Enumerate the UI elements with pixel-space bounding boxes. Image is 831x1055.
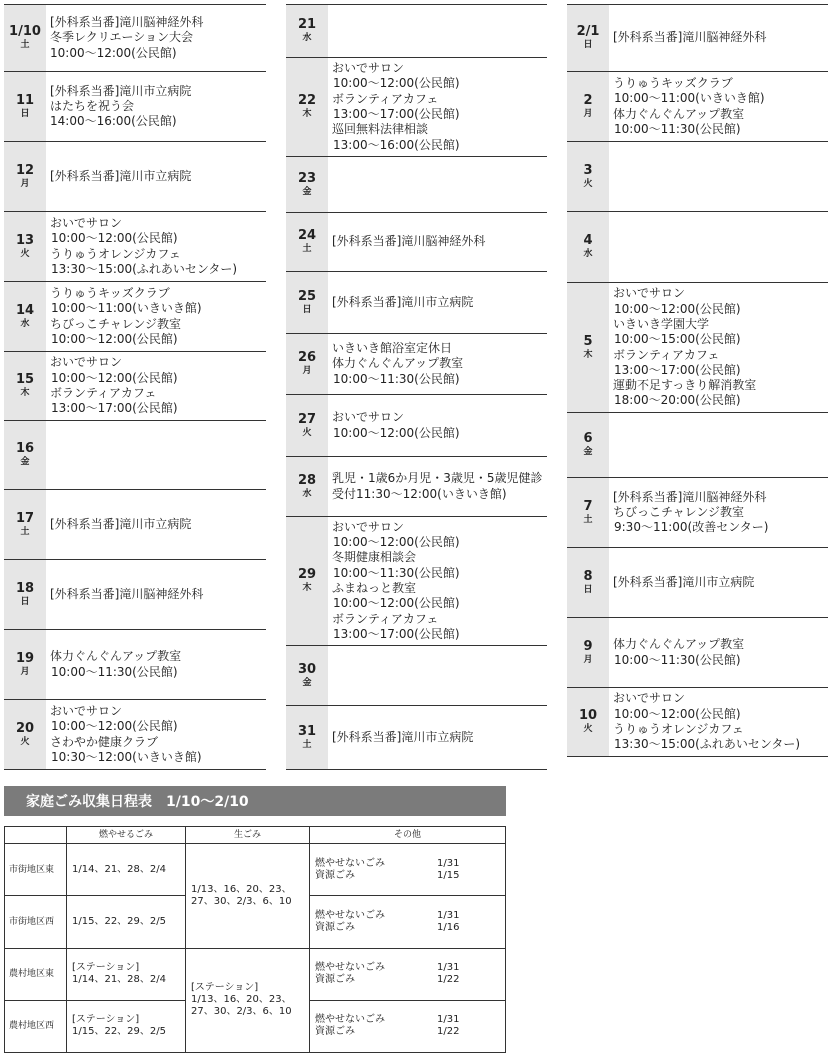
burnable-text: 1/15、22、29、2/5 [72, 1026, 166, 1038]
day-cell [4, 72, 46, 141]
day-number: 26 [297, 350, 317, 365]
event-title: おいでサロン [332, 61, 405, 76]
calendar-day-row [4, 4, 266, 72]
event-list [328, 646, 547, 705]
event-list [609, 142, 828, 211]
event-title: ボランティアカフェ [332, 91, 439, 106]
weekday: 土 [302, 244, 312, 254]
event-title: [外科系当番]滝川脳神経外科 [50, 15, 204, 30]
day-number: 22 [297, 93, 317, 108]
burnable-dates [67, 1000, 186, 1052]
day-number: 11 [15, 92, 35, 108]
day-number: 10 [578, 708, 598, 723]
event-title: うりゅうキッズクラブ [613, 75, 733, 90]
other-label: 資源ごみ [315, 974, 355, 986]
weekday: 水 [20, 318, 30, 329]
day-number: 19 [15, 650, 35, 666]
day-cell [286, 646, 328, 705]
raw-dates [186, 948, 310, 1053]
day-cell [567, 413, 609, 477]
weekday: 水 [302, 488, 312, 499]
calendar-day-row [567, 4, 828, 72]
garbage-schedule-title: 家庭ごみ収集日程表 1/10〜2/10 [4, 786, 506, 816]
event-list [46, 212, 266, 281]
table-row [5, 844, 506, 896]
event-time: 13:30〜15:00(ふれあいセンター) [51, 261, 238, 276]
day-number: 1/10 [9, 24, 41, 39]
weekday: 水 [583, 249, 593, 259]
day-cell [286, 334, 328, 394]
day-number: 16 [15, 441, 35, 456]
event-time: 10:00〜12:00(公民館) [51, 370, 178, 385]
day-number: 17 [15, 510, 35, 526]
day-cell [286, 157, 328, 212]
event-title: [外科系当番]滝川市立病院 [332, 729, 474, 744]
other-date: 1/16 [437, 921, 460, 933]
event-title: さわやか健康クラブ [50, 734, 159, 749]
event-time: 10:00〜12:00(公民館) [51, 719, 178, 734]
event-title: 体力ぐんぐんアップ教室 [50, 649, 182, 664]
event-title: おいでサロン [50, 355, 123, 370]
event-title: おいでサロン [50, 703, 123, 718]
day-number: 27 [297, 411, 317, 427]
area-name: 農村地区西 [5, 1000, 67, 1052]
event-title: 10:00〜12:00(公民館) [50, 45, 177, 60]
event-title: ボランティアカフェ [613, 347, 720, 362]
day-number: 28 [297, 472, 317, 488]
raw-text: 1/13、16、20、23、27、30、2/3、6、10 [191, 994, 292, 1018]
day-number: 6 [583, 431, 593, 446]
weekday: 土 [20, 526, 30, 537]
day-number: 25 [297, 288, 317, 304]
event-time: 13:00〜16:00(公民館) [333, 137, 460, 152]
event-time: 10:00〜12:00(公民館) [333, 425, 460, 440]
event-title: 巡回無料法律相談 [332, 122, 429, 137]
day-cell [286, 517, 328, 645]
weekday: 火 [20, 736, 30, 747]
event-list [609, 413, 828, 477]
event-title: [外科系当番]滝川脳神経外科 [613, 489, 767, 504]
table-row [5, 948, 506, 1000]
calendar-column [286, 0, 547, 771]
day-number: 5 [583, 333, 593, 349]
event-list [609, 5, 828, 71]
event-list [328, 334, 547, 394]
weekday: 火 [583, 724, 593, 734]
calendar-day-row [4, 282, 266, 352]
calendar-day-row [286, 517, 547, 646]
event-time: 13:30〜15:00(ふれあいセンター) [614, 737, 801, 752]
calendar-day-row [567, 688, 828, 757]
event-title: ふまねっと教室 [332, 581, 417, 595]
area-name: 市街地区西 [5, 896, 67, 948]
weekday: 金 [20, 457, 30, 467]
day-cell [567, 478, 609, 547]
event-time: 10:00〜12:00(公民館) [333, 76, 460, 91]
event-time: 10:00〜12:00(公民館) [51, 231, 178, 246]
burnable-text: 1/15、22、29、2/5 [72, 915, 166, 927]
burnable-dates [67, 948, 186, 1000]
calendar-day-row [286, 457, 547, 517]
day-cell [567, 212, 609, 282]
event-time: 10:00〜12:00(公民館) [614, 706, 741, 721]
event-list [328, 706, 547, 769]
weekday: 土 [302, 739, 312, 750]
event-time: 10:00〜11:30(公民館) [333, 565, 460, 580]
calendar-day-row [567, 618, 828, 688]
day-cell [286, 706, 328, 769]
event-list [46, 282, 266, 351]
day-cell [4, 212, 46, 281]
weekday: 土 [583, 514, 593, 525]
day-number: 9 [583, 638, 593, 654]
day-number: 18 [15, 580, 35, 596]
day-cell [4, 560, 46, 629]
day-number: 8 [583, 568, 593, 584]
day-number: 14 [15, 302, 35, 318]
other-date: 1/31 [437, 962, 460, 974]
event-list [609, 618, 828, 687]
raw-prefix: [ステーション] [191, 982, 259, 994]
event-list [46, 630, 266, 699]
other-dates [310, 948, 506, 1000]
calendar-day-row [4, 72, 266, 142]
other-date: 1/31 [437, 857, 460, 869]
day-cell [286, 457, 328, 516]
day-number: 2/1 [576, 24, 600, 39]
other-label: 資源ごみ [315, 921, 355, 933]
weekday: 火 [20, 248, 30, 259]
calendar-day-row [4, 490, 266, 560]
day-cell [4, 142, 46, 211]
raw-dates [186, 844, 310, 948]
day-cell [286, 395, 328, 456]
day-number: 7 [583, 498, 593, 514]
event-title: 冬季レクリエーション大会 [50, 30, 194, 45]
weekday: 日 [583, 40, 593, 50]
day-number: 3 [583, 162, 593, 178]
calendar-day-row [4, 630, 266, 700]
weekday: 月 [20, 666, 30, 677]
event-title: うりゅうオレンジカフェ [50, 246, 181, 261]
event-list [328, 395, 547, 456]
event-title: おいでサロン [613, 286, 686, 301]
day-number: 29 [297, 567, 317, 582]
event-title: ボランティアカフェ [332, 611, 439, 626]
event-list [328, 58, 547, 156]
burnable-text: 1/14、21、28、2/4 [72, 974, 166, 986]
calendar-day-row [286, 213, 547, 272]
day-cell [286, 213, 328, 271]
day-number: 31 [297, 723, 317, 739]
event-title: おいでサロン [332, 410, 405, 425]
event-title: 運動不足すっきり解消教室 [613, 378, 757, 393]
event-title: [外科系当番]滝川脳神経外科 [50, 586, 204, 601]
table-header-row [5, 827, 506, 844]
weekday: 木 [302, 109, 312, 119]
day-cell [4, 282, 46, 351]
event-title: 体力ぐんぐんアップ教室 [613, 106, 745, 121]
day-number: 15 [15, 372, 35, 387]
other-label: 資源ごみ [315, 869, 355, 881]
day-cell [4, 352, 46, 420]
day-cell [567, 548, 609, 617]
event-title: [外科系当番]滝川市立病院 [50, 516, 192, 531]
event-time: 10:00〜11:00(いきいき館) [51, 301, 202, 316]
event-title: ボランティアカフェ [50, 386, 157, 400]
weekday: 日 [302, 304, 312, 315]
day-number: 20 [15, 720, 35, 736]
weekday: 月 [302, 366, 312, 376]
other-date: 1/31 [437, 909, 460, 921]
event-list [46, 352, 266, 420]
day-number: 13 [15, 232, 35, 248]
day-number: 2 [583, 92, 593, 108]
event-list [46, 560, 266, 629]
event-list [46, 700, 266, 769]
event-title: [外科系当番]滝川市立病院 [613, 574, 755, 589]
day-number: 12 [15, 162, 35, 178]
day-cell [4, 630, 46, 699]
other-label: 燃やせないごみ [315, 962, 385, 974]
weekday: 木 [20, 388, 30, 398]
weekday: 木 [583, 349, 593, 360]
day-number: 21 [297, 17, 317, 32]
event-title: [外科系当番]滝川市立病院 [50, 83, 192, 98]
day-cell [567, 5, 609, 71]
other-date: 1/15 [437, 869, 460, 881]
event-time: 18:00〜20:00(公民館) [614, 393, 741, 408]
event-time: 10:00〜12:00(公民館) [51, 331, 178, 346]
calendar-day-row [567, 212, 828, 283]
day-cell [567, 688, 609, 756]
other-label: 燃やせないごみ [315, 1014, 385, 1026]
weekday: 日 [583, 584, 593, 595]
event-list [46, 142, 266, 211]
calendar-day-row [4, 700, 266, 770]
event-time: 10:30〜12:00(いきいき館) [51, 749, 202, 764]
day-number: 30 [297, 661, 317, 677]
calendar-day-row [286, 646, 547, 706]
weekday: 土 [20, 40, 30, 50]
event-time: 10:00〜11:00(いきいき館) [614, 91, 765, 106]
event-list [328, 157, 547, 212]
other-label: 燃やせないごみ [315, 909, 385, 921]
calendar-day-row [286, 334, 547, 395]
day-cell [4, 5, 46, 71]
event-list [328, 517, 547, 645]
event-list [328, 5, 547, 57]
event-time: 10:00〜12:00(公民館) [333, 535, 460, 550]
event-title: 14:00〜16:00(公民館) [50, 114, 177, 129]
event-list [328, 457, 547, 516]
day-cell [567, 142, 609, 211]
other-date: 1/22 [437, 1026, 460, 1038]
event-time: 10:00〜11:30(公民館) [614, 652, 741, 667]
other-dates [310, 1000, 506, 1052]
garbage-schedule-table [4, 826, 506, 1053]
event-time: 9:30〜11:00(改善センター) [614, 520, 769, 535]
event-title: 冬期健康相談会 [332, 550, 417, 565]
event-time: 13:00〜17:00(公民館) [614, 362, 741, 377]
day-number: 24 [297, 228, 317, 243]
weekday: 日 [20, 596, 30, 607]
burnable-prefix: [ステーション] [72, 962, 140, 974]
raw-text: 1/13、16、20、23、27、30、2/3、6、10 [191, 883, 292, 907]
event-title: いきいき学園大学 [613, 316, 710, 331]
header-area [5, 827, 67, 844]
calendar-day-row [4, 212, 266, 282]
event-list [609, 478, 828, 547]
weekday: 月 [20, 178, 30, 189]
calendar-column [4, 0, 266, 771]
calendar-day-row [567, 478, 828, 548]
day-cell [4, 421, 46, 489]
weekday: 金 [583, 447, 593, 457]
event-time: 10:00〜12:00(公民館) [333, 596, 460, 611]
event-title: [外科系当番]滝川市立病院 [332, 294, 474, 309]
event-time: 10:00〜11:30(公民館) [333, 371, 460, 386]
burnable-dates [67, 844, 186, 896]
event-title: 体力ぐんぐんアップ教室 [332, 356, 464, 371]
day-cell [4, 490, 46, 559]
event-time: 10:00〜15:00(公民館) [614, 332, 741, 347]
other-date: 1/31 [437, 1014, 460, 1026]
event-title: ちびっこチャレンジ教室 [613, 504, 745, 519]
calendar-day-row [567, 548, 828, 618]
event-title: [外科系当番]滝川脳神経外科 [332, 234, 486, 249]
event-list [328, 213, 547, 271]
calendar-day-row [4, 352, 266, 421]
weekday: 水 [302, 33, 312, 43]
event-list [46, 72, 266, 141]
event-title: うりゅうキッズクラブ [50, 285, 170, 300]
weekday: 火 [302, 427, 312, 438]
event-title: ちびっこチャレンジ教室 [50, 316, 182, 331]
event-title: 体力ぐんぐんアップ教室 [613, 637, 745, 652]
weekday: 金 [302, 186, 312, 197]
event-list [46, 421, 266, 489]
calendar-day-row [567, 413, 828, 478]
event-time: 10:00〜11:30(公民館) [614, 121, 741, 136]
weekday: 金 [302, 677, 312, 688]
calendar-column [567, 0, 828, 758]
area-name: 市街地区東 [5, 844, 67, 896]
event-list [328, 272, 547, 333]
day-number: 4 [583, 233, 593, 248]
event-list [609, 72, 828, 141]
area-name: 農村地区東 [5, 948, 67, 1000]
calendar-day-row [286, 157, 547, 213]
event-list [46, 5, 266, 71]
event-title: 乳児・1歳6か月児・3歳児・5歳児健診 [332, 471, 543, 486]
calendar-day-row [286, 272, 547, 334]
event-list [609, 688, 828, 756]
day-cell [286, 58, 328, 156]
event-list [609, 283, 828, 412]
other-label: 資源ごみ [315, 1026, 355, 1038]
event-time: 13:00〜17:00(公民館) [333, 626, 460, 641]
burnable-prefix: [ステーション] [72, 1014, 140, 1026]
day-cell [4, 700, 46, 769]
event-title: [外科系当番]滝川脳神経外科 [613, 30, 767, 45]
weekday: 日 [20, 108, 30, 119]
calendar-day-row [4, 142, 266, 212]
other-label: 燃やせないごみ [315, 857, 385, 869]
calendar-day-row [4, 560, 266, 630]
event-title: おいでサロン [50, 215, 123, 230]
calendar-day-row [286, 58, 547, 157]
event-title: うりゅうオレンジカフェ [613, 722, 744, 736]
day-cell [567, 283, 609, 412]
other-dates [310, 844, 506, 896]
event-time: 13:00〜17:00(公民館) [333, 107, 460, 121]
event-title: 受付11:30〜12:00(いきいき館) [332, 486, 507, 501]
calendar-day-row [567, 283, 828, 413]
calendar-day-row [286, 395, 547, 457]
header-burnable: 燃やせるごみ [67, 827, 186, 844]
calendar-day-row [286, 706, 547, 770]
calendar-day-row [286, 4, 547, 58]
day-cell [286, 5, 328, 57]
weekday: 木 [302, 583, 312, 593]
day-cell [286, 272, 328, 333]
day-cell [567, 72, 609, 141]
calendar-day-row [567, 72, 828, 142]
day-cell [567, 618, 609, 687]
event-time: 10:00〜12:00(公民館) [614, 301, 741, 316]
other-dates [310, 896, 506, 948]
event-list [46, 490, 266, 559]
event-list [609, 212, 828, 282]
other-date: 1/22 [437, 974, 460, 986]
event-title: いきいき館浴室定休日 [332, 341, 453, 356]
weekday: 月 [583, 654, 593, 665]
event-time: 13:00〜17:00(公民館) [51, 401, 178, 416]
day-number: 23 [297, 170, 317, 186]
event-title: はたちを祝う会 [50, 98, 135, 113]
header-other: その他 [310, 827, 506, 844]
calendar-day-row [567, 142, 828, 212]
burnable-text: 1/14、21、28、2/4 [72, 863, 166, 875]
event-title: おいでサロン [613, 691, 686, 706]
event-list [609, 548, 828, 617]
burnable-dates [67, 896, 186, 948]
weekday: 火 [583, 178, 593, 189]
event-time: 10:00〜11:30(公民館) [51, 664, 178, 679]
event-title: おいでサロン [332, 519, 405, 534]
header-raw: 生ごみ [186, 827, 310, 844]
weekday: 月 [583, 108, 593, 119]
calendar-day-row [4, 421, 266, 490]
event-title: [外科系当番]滝川市立病院 [50, 168, 192, 183]
